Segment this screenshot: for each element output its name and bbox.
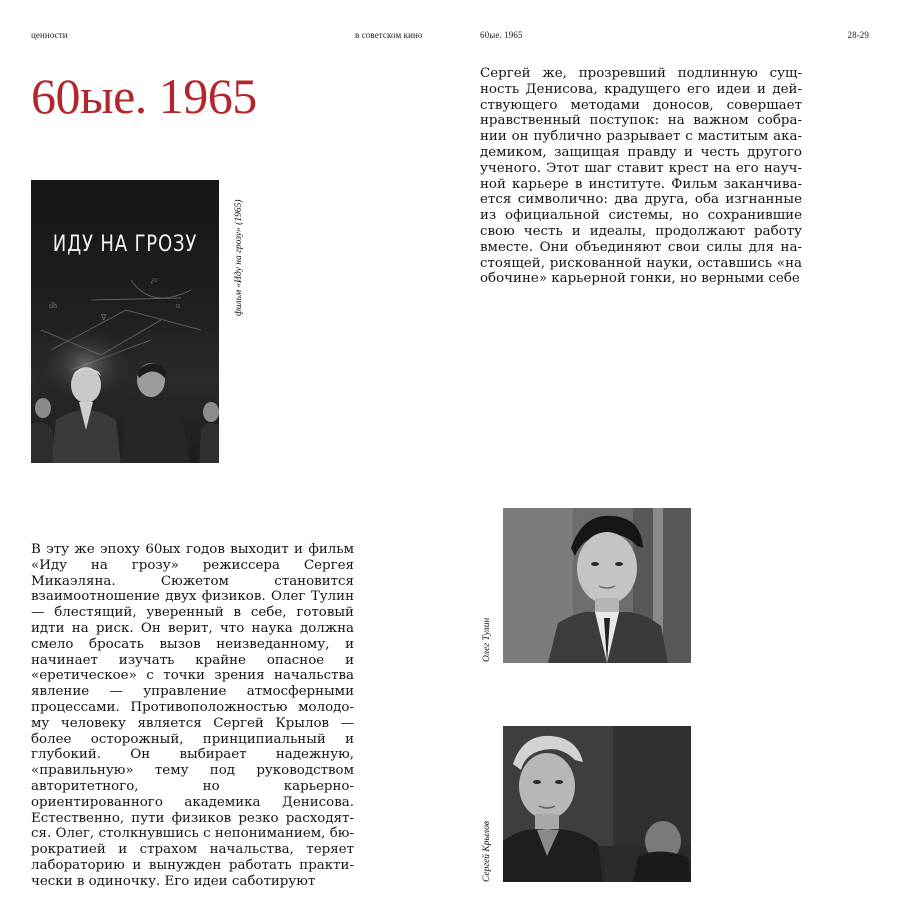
photo-caption-sergey: Сергей Крылов <box>482 820 492 882</box>
photo-caption-oleg: Олег Тулин <box>482 617 492 662</box>
page-numbers: 28-29 <box>847 30 869 40</box>
poster-caption: фильм «Иду на грозу» (1965) <box>234 199 244 316</box>
svg-text:∂²: ∂² <box>151 277 158 286</box>
film-poster-image <box>31 180 219 463</box>
svg-text:u: u <box>176 301 180 310</box>
photo-sergey-krylov <box>503 726 691 882</box>
running-header-left: ценности <box>31 30 68 40</box>
photo-oleg-tulin <box>503 508 691 663</box>
svg-text:dh: dh <box>49 301 57 310</box>
body-text-right: Сергей же, прозревший подлинную сущность Денисова, крадущего его идеи и действующего методами доносов, совершает нравственный поступок: на важном собрании он публично разрывает с маститым академиком, защищая правду и честь другого ученого. Этот шаг ставит крест на его научной карьере в институте. Фильм заканчивается символично: два друга, оба изгнанные из официальной системы, но сохранившие свою честь и идеалы, продолжают работу вместе. Они объединяют свои силы для настоящей, рискованной науки, оставшись «на обочине» карьерной гонки, но верными себе <box>480 66 802 287</box>
running-header-left-subtitle: в советском кино <box>355 30 423 40</box>
poster-title-text: ИДУ НА ГРОЗУ <box>52 232 198 257</box>
svg-text:∇: ∇ <box>101 313 107 322</box>
body-text-left: В эту же эпоху 60ых годов выходит и фильм «Иду на грозу» режиссера Сергея Микаэляна. Сюжетом становится взаимоотношение двух физиков. Олег Тулин — блестящий, уверенный в себе, готовый идти на риск. Он верит, что наука должна смело бросать вызов неизведанному, и начинает изучать крайне опасное и «еретическое» с точки зрения начальства явление — управление атмосферными процессами. Противоположностью молодому человеку является Сергей Крылов — более осторожный, принципиальный и глубокий. Он выбирает надежную, «правильную» тему под руководством авторитетного, но карьерно-ориентированного академика Денисова. Естественно, пути физиков резко расходятся. Олег, столкнувшись с непониманием, бюрократией и страхом начальства, теряет лабораторию и вынужден работать практически в одиночку. Его идеи саботируют <box>31 542 354 889</box>
page-title: 60ые. 1965 <box>31 68 257 124</box>
running-header-right: 60ые. 1965 <box>480 30 523 40</box>
poster-illustration <box>31 180 219 463</box>
